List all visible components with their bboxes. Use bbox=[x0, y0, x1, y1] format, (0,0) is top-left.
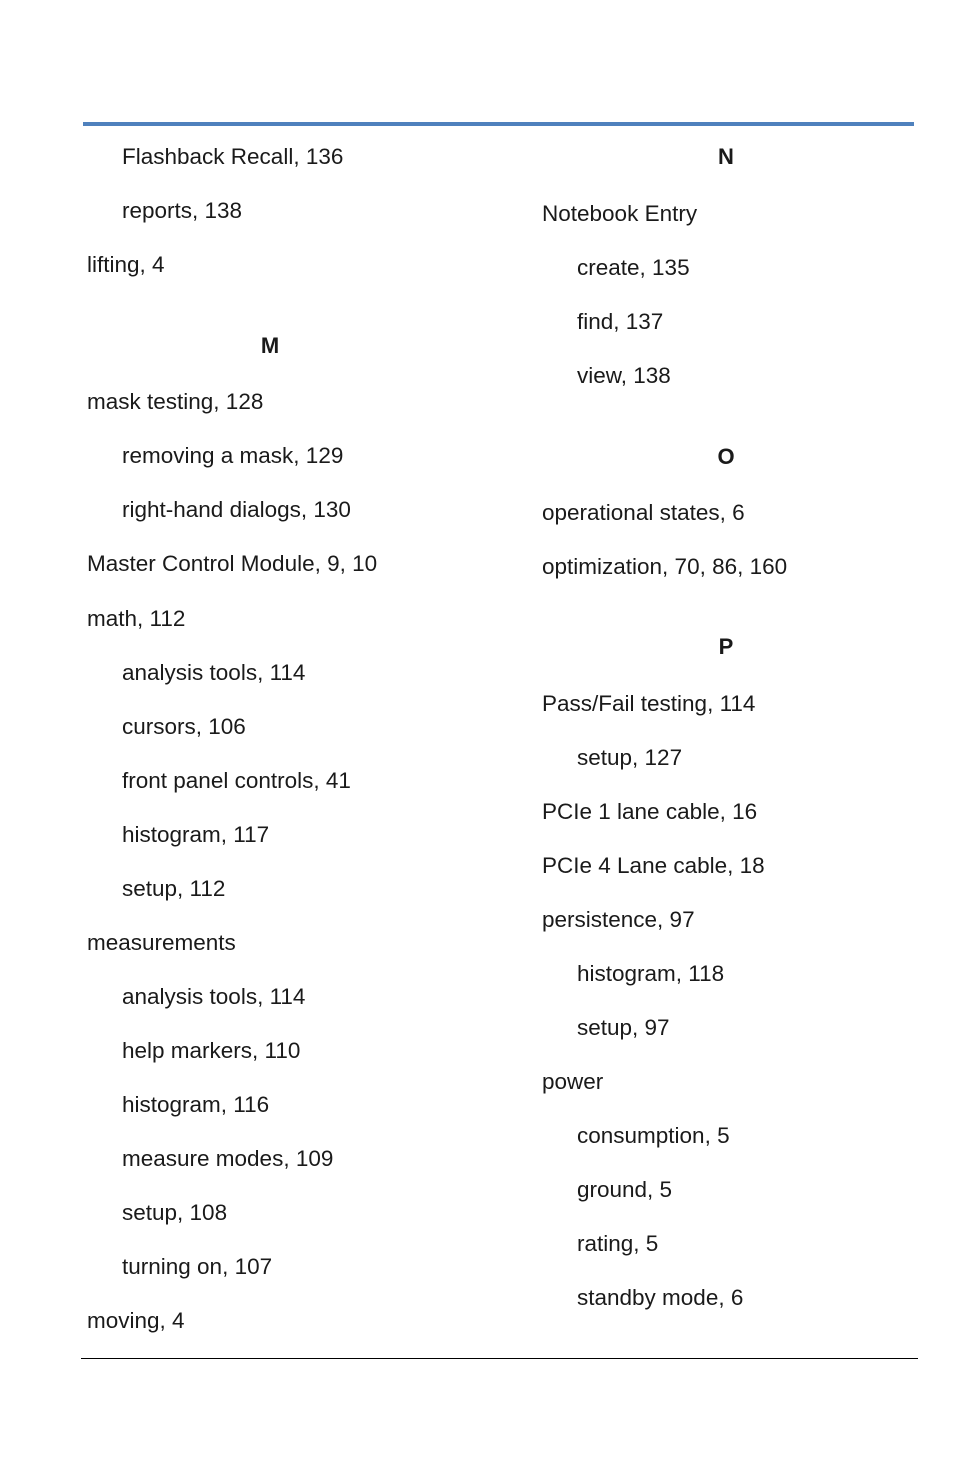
index-subentry: measure modes, 109 bbox=[122, 1146, 334, 1171]
index-subentry: setup, 112 bbox=[122, 876, 226, 901]
index-entry: operational states, 6 bbox=[542, 500, 745, 525]
index-subentry: histogram, 116 bbox=[122, 1092, 270, 1117]
index-entry: measurements bbox=[87, 930, 236, 955]
index-subentry: histogram, 118 bbox=[577, 961, 725, 986]
index-letter-heading: P bbox=[718, 634, 734, 659]
index-entry: math, 112 bbox=[87, 606, 186, 631]
index-entry: power bbox=[542, 1069, 604, 1094]
index-letter-heading: M bbox=[260, 333, 280, 358]
index-subentry: setup, 108 bbox=[122, 1200, 228, 1225]
index-subentry: ground, 5 bbox=[577, 1177, 673, 1202]
index-subentry: histogram, 117 bbox=[122, 822, 270, 847]
index-subentry: reports, 138 bbox=[122, 198, 243, 223]
index-subentry: rating, 5 bbox=[577, 1231, 659, 1256]
index-subentry: setup, 97 bbox=[577, 1015, 670, 1040]
index-entry: optimization, 70, 86, 160 bbox=[542, 554, 788, 579]
index-entry: Pass/Fail testing, 114 bbox=[542, 691, 756, 716]
index-entry: PCIe 1 lane cable, 16 bbox=[542, 799, 758, 824]
index-subentry: help markers, 110 bbox=[122, 1038, 301, 1063]
index-entry: Master Control Module, 9, 10 bbox=[87, 551, 378, 576]
index-subentry: removing a mask, 129 bbox=[122, 443, 344, 468]
index-subentry: analysis tools, 114 bbox=[122, 984, 306, 1009]
index-entry: mask testing, 128 bbox=[87, 389, 264, 414]
index-letter-heading: N bbox=[718, 144, 734, 169]
index-subentry: find, 137 bbox=[577, 309, 664, 334]
index-subentry: setup, 127 bbox=[577, 745, 683, 770]
index-subentry: create, 135 bbox=[577, 255, 690, 280]
index-subentry: view, 138 bbox=[577, 363, 671, 388]
index-letter-heading: O bbox=[717, 444, 735, 469]
index-entry: PCIe 4 Lane cable, 18 bbox=[542, 853, 765, 878]
index-entry: Notebook Entry bbox=[542, 201, 698, 226]
index-subentry: Flashback Recall, 136 bbox=[122, 144, 344, 169]
index-subentry: turning on, 107 bbox=[122, 1254, 273, 1279]
footer-rule bbox=[81, 1358, 918, 1359]
header-rule bbox=[83, 122, 914, 126]
index-subentry: consumption, 5 bbox=[577, 1123, 730, 1148]
index-subentry: analysis tools, 114 bbox=[122, 660, 306, 685]
index-subentry: right-hand dialogs, 130 bbox=[122, 497, 351, 522]
index-entry: persistence, 97 bbox=[542, 907, 695, 932]
index-entry: moving, 4 bbox=[87, 1308, 185, 1333]
index-subentry: front panel controls, 41 bbox=[122, 768, 351, 793]
index-subentry: cursors, 106 bbox=[122, 714, 246, 739]
index-subentry: standby mode, 6 bbox=[577, 1285, 744, 1310]
index-entry: lifting, 4 bbox=[87, 252, 165, 277]
